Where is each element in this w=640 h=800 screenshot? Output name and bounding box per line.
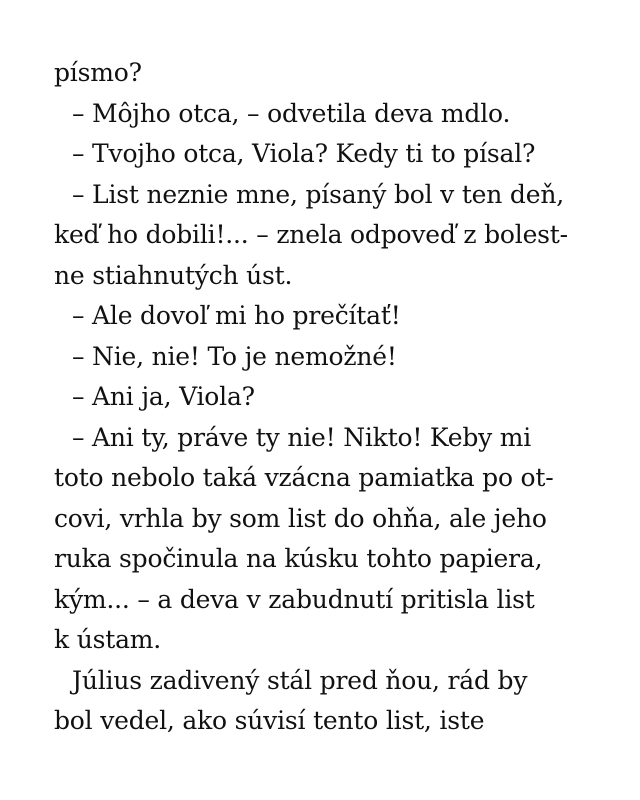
text-line-13: ruka spočinula na kúsku tohto papiera, [54, 544, 543, 573]
text-line-14: kým... – a deva v zabudnutí pritisla list [54, 584, 535, 614]
page-text [54, 53, 594, 742]
text-line-1: písmo? [54, 58, 142, 87]
text-line-15: k ústam. [54, 625, 162, 654]
text-line-17: bol vedel, ako súvisí tento list, iste [54, 706, 485, 735]
text-line-6: ne stiahnutých úst. [54, 260, 293, 290]
text-line-9: – Ani ja, Viola? [72, 382, 255, 411]
text-line-4: – List neznie mne, písaný bol v ten deň, [72, 179, 564, 209]
text-line-7: – Ale dovoľ mi ho prečítať! [72, 301, 401, 330]
text-line-8: – Nie, nie! To je nemožné! [72, 341, 397, 371]
text-line-12: covi, vrhla by som list do ohňa, ale jeho [54, 503, 547, 533]
text-line-2: – Môjho otca, – odvetila deva mdlo. [72, 98, 511, 128]
text-line-11: toto nebolo taká vzácna pamiatka po ot- [54, 463, 554, 492]
text-line-10: – Ani ty, práve ty nie! Nikto! Keby mi [72, 422, 532, 452]
text-line-5: keď ho dobili!... – znela odpoveď z bolest- [54, 220, 568, 249]
text-line-3: – Tvojho otca, Viola? Kedy ti to písal? [72, 139, 536, 168]
text-line-16: Július zadivený stál pred ňou, rád by [72, 665, 528, 695]
